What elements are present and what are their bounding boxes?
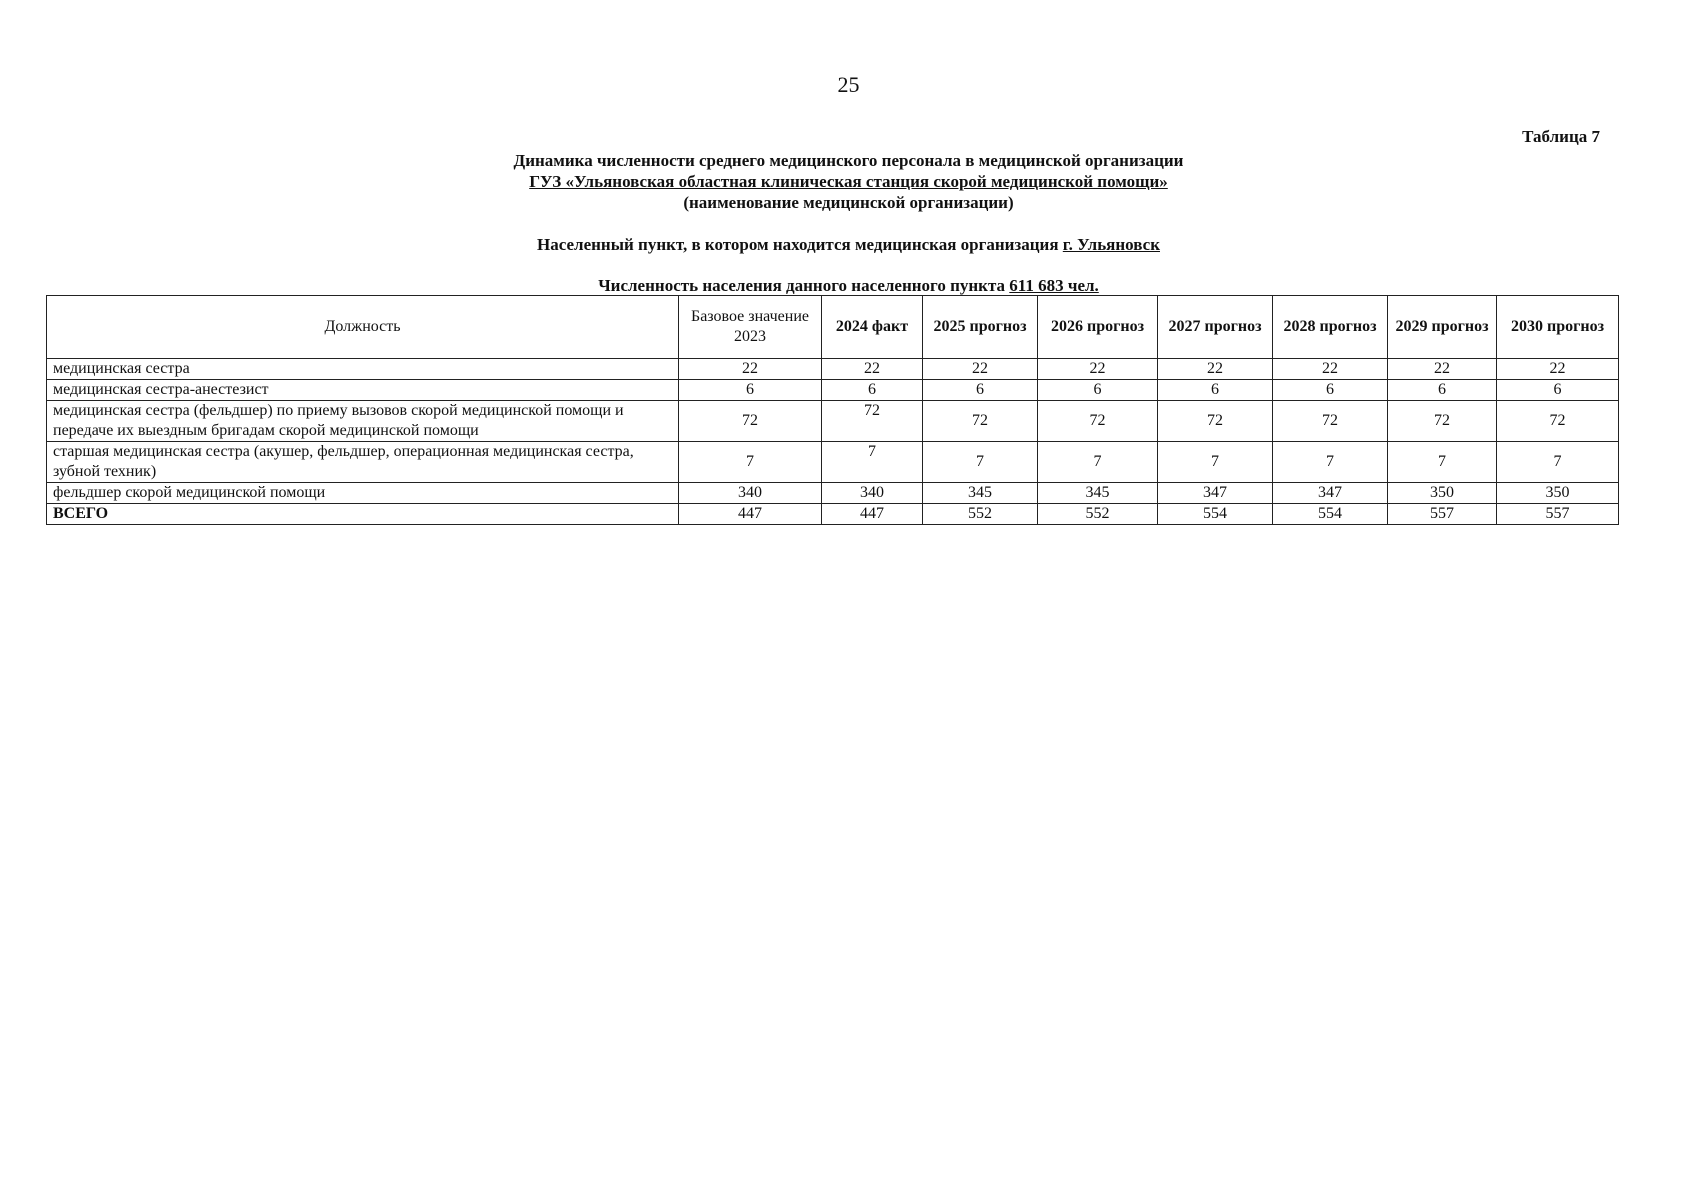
table-row	[47, 380, 1619, 401]
cell-value: 6	[1497, 380, 1619, 401]
header-2026: 2026 прогноз	[1038, 296, 1158, 359]
row-total-label: ВСЕГО	[47, 504, 679, 525]
table-total-row	[47, 504, 1619, 525]
cell-value: 350	[1497, 483, 1619, 504]
cell-value: 6	[822, 380, 923, 401]
cell-value: 22	[1273, 359, 1388, 380]
cell-value: 22	[1038, 359, 1158, 380]
table-row	[47, 359, 1619, 380]
cell-value: 340	[822, 483, 923, 504]
cell-value: 22	[923, 359, 1038, 380]
cell-value: 6	[679, 380, 822, 401]
population-line	[0, 275, 1697, 296]
staff-table	[46, 295, 1619, 525]
cell-value: 554	[1273, 504, 1388, 525]
cell-value: 72	[1388, 401, 1497, 442]
locality-value: г. Ульяновск	[1062, 235, 1160, 254]
locality-prefix: Населенный пункт, в котором находится медицинская организация	[537, 235, 1059, 254]
cell-value: 22	[679, 359, 822, 380]
cell-value: 347	[1273, 483, 1388, 504]
cell-value: 72	[1273, 401, 1388, 442]
row-position-name: медицинская сестра-анестезист	[47, 380, 679, 401]
cell-value: 7	[679, 442, 822, 483]
header-2028: 2028 прогноз	[1273, 296, 1388, 359]
cell-value: 7	[1273, 442, 1388, 483]
table-row	[47, 483, 1619, 504]
cell-value: 6	[923, 380, 1038, 401]
cell-value: 350	[1388, 483, 1497, 504]
table-row	[47, 442, 1619, 483]
page-number: 25	[837, 72, 860, 97]
cell-value: 72	[923, 401, 1038, 442]
header-2024: 2024 факт	[822, 296, 923, 359]
header-2027: 2027 прогноз	[1158, 296, 1273, 359]
document-title: Динамика численности среднего медицинского персонала в медицинской организации	[513, 151, 1184, 170]
population-value: 611 683 чел.	[1009, 276, 1099, 295]
header-2029: 2029 прогноз	[1388, 296, 1497, 359]
table-row	[47, 401, 1619, 442]
cell-value: 552	[923, 504, 1038, 525]
header-position: Должность	[47, 296, 679, 359]
cell-value: 554	[1158, 504, 1273, 525]
organization-caption: (наименование медицинской организации)	[683, 193, 1014, 212]
row-position-name: фельдшер скорой медицинской помощи	[47, 483, 679, 504]
cell-value: 447	[822, 504, 923, 525]
cell-value: 72	[1158, 401, 1273, 442]
cell-value: 6	[1273, 380, 1388, 401]
cell-value: 447	[679, 504, 822, 525]
table-label: Таблица 7	[1522, 127, 1600, 146]
cell-value: 72	[679, 401, 822, 442]
cell-value: 72	[822, 401, 923, 442]
cell-value: 7	[1158, 442, 1273, 483]
cell-value: 340	[679, 483, 822, 504]
cell-value: 22	[822, 359, 923, 380]
cell-value: 7	[1497, 442, 1619, 483]
header-base-2023: Базовое значение 2023	[679, 296, 822, 359]
table-header-row	[47, 296, 1619, 359]
cell-value: 6	[1038, 380, 1158, 401]
header-2025: 2025 прогноз	[923, 296, 1038, 359]
locality-line	[0, 234, 1697, 255]
cell-value: 72	[1497, 401, 1619, 442]
cell-value: 6	[1388, 380, 1497, 401]
cell-value: 347	[1158, 483, 1273, 504]
cell-value: 7	[822, 442, 923, 483]
cell-value: 7	[1388, 442, 1497, 483]
cell-value: 557	[1497, 504, 1619, 525]
cell-value: 557	[1388, 504, 1497, 525]
cell-value: 22	[1497, 359, 1619, 380]
organization-name: ГУЗ «Ульяновская областная клиническая станция скорой медицинской помощи»	[529, 172, 1168, 191]
header-2030: 2030 прогноз	[1497, 296, 1619, 359]
cell-value: 22	[1158, 359, 1273, 380]
cell-value: 6	[1158, 380, 1273, 401]
cell-value: 345	[1038, 483, 1158, 504]
population-prefix: Численность населения данного населенного пункта	[598, 276, 1006, 295]
cell-value: 72	[1038, 401, 1158, 442]
cell-value: 22	[1388, 359, 1497, 380]
cell-value: 552	[1038, 504, 1158, 525]
row-position-name: медицинская сестра	[47, 359, 679, 380]
cell-value: 345	[923, 483, 1038, 504]
cell-value: 7	[1038, 442, 1158, 483]
row-position-name: старшая медицинская сестра (акушер, фельдшер, операционная медицинская сестра, зубной техник)	[47, 442, 679, 483]
cell-value: 7	[923, 442, 1038, 483]
row-position-name: медицинская сестра (фельдшер) по приему вызовов скорой медицинской помощи и передаче их выездным бригадам скорой медицинской помощи	[47, 401, 679, 442]
